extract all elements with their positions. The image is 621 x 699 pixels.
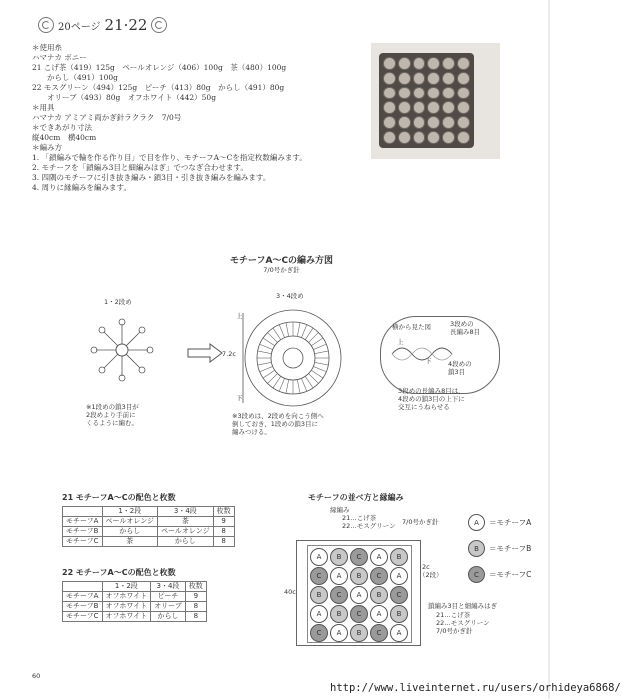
yarn-heading: ＊使用糸 bbox=[32, 43, 62, 52]
table-header: 3・4段 bbox=[151, 582, 186, 592]
page-label: 20ページ bbox=[58, 21, 101, 33]
stitch-mark bbox=[301, 378, 306, 391]
photo-motif bbox=[457, 72, 470, 85]
table-cell: 9 bbox=[213, 517, 234, 527]
photo-motif bbox=[427, 57, 440, 70]
method-step: 2. モチーフを「鎖編み3目と細編みはぎ」でつなぎ合わせます。 bbox=[32, 163, 248, 172]
legend-label: ＝モチーフA bbox=[489, 518, 532, 527]
photo-motif bbox=[442, 87, 455, 100]
table-cell: 8 bbox=[185, 612, 206, 622]
photo-motif bbox=[413, 87, 426, 100]
photo-motif bbox=[383, 57, 396, 70]
legend-label: ＝モチーフC bbox=[489, 570, 532, 579]
color-table-21 bbox=[62, 506, 235, 547]
stitch-mark bbox=[297, 323, 300, 337]
motif-cell: C bbox=[350, 548, 368, 566]
motif-size: 7.2c bbox=[222, 350, 236, 358]
motif-b-swatch: B bbox=[468, 540, 485, 557]
note-line: 2段めより手前に bbox=[86, 411, 136, 419]
motif-c-swatch: C bbox=[468, 566, 485, 583]
stitch-mark bbox=[286, 323, 289, 337]
motif-layout-grid bbox=[296, 540, 421, 646]
table-cell: モチーフC bbox=[63, 612, 103, 622]
size-heading: ＊できあがり寸法 bbox=[32, 123, 92, 132]
total-size: 40c bbox=[284, 588, 296, 596]
yarn-21-line-1: 21 こげ茶（419）125g ペールオレンジ（406）100g 茶（480）100g bbox=[32, 63, 287, 72]
table-cell: オフホワイト bbox=[102, 592, 151, 602]
source-url: http://www.liveinternet.ru/users/orhideya6868/ bbox=[330, 682, 621, 694]
stitch-mark bbox=[260, 366, 273, 371]
table-cell: 9 bbox=[185, 592, 206, 602]
tools-text: ハマナカ アミアミ両かぎ針ラクラク 7/0号 bbox=[32, 113, 182, 122]
table-cell: オフホワイト bbox=[102, 602, 151, 612]
method-step: 4. 周りに縁編みを編みます。 bbox=[32, 183, 131, 192]
legend-item-a bbox=[468, 514, 531, 531]
materials-block bbox=[32, 43, 307, 193]
stitch-mark bbox=[309, 333, 319, 343]
edging-21: 21…こげ茶 bbox=[342, 514, 377, 522]
stitch-mark bbox=[301, 325, 306, 338]
table-row bbox=[63, 602, 207, 612]
table-cell: ピーチ bbox=[151, 592, 186, 602]
photo-motif bbox=[427, 116, 440, 129]
table-cell: モチーフA bbox=[63, 592, 103, 602]
motif-cell: A bbox=[370, 548, 388, 566]
photo-motif bbox=[457, 116, 470, 129]
table-header bbox=[63, 582, 103, 592]
photo-motif bbox=[457, 87, 470, 100]
bubble-top-mark: 上 bbox=[397, 338, 404, 346]
photo-motif bbox=[442, 57, 455, 70]
bubble-bottom-mark: 下 bbox=[425, 357, 432, 365]
stitch-mark bbox=[311, 370, 323, 378]
bubble-line: 3段めの bbox=[450, 320, 474, 328]
photo-motif bbox=[442, 116, 455, 129]
motif-cell: C bbox=[310, 567, 328, 585]
motif-legend bbox=[468, 514, 531, 583]
photo-motif bbox=[442, 131, 455, 144]
motif-cell: A bbox=[370, 605, 388, 623]
photo-motif bbox=[398, 116, 411, 129]
border-width: 2c bbox=[422, 563, 430, 571]
pattern-numbers: 21·22 bbox=[104, 16, 148, 34]
photo-motif bbox=[427, 87, 440, 100]
motif-cell: B bbox=[390, 605, 408, 623]
bubble-line: 4段めの bbox=[448, 360, 472, 368]
table-cell: オフホワイト bbox=[102, 612, 151, 622]
photo-motif bbox=[457, 57, 470, 70]
table-cell: 8 bbox=[185, 602, 206, 612]
photo-motif bbox=[413, 101, 426, 114]
table-header: 枚数 bbox=[185, 582, 206, 592]
note-row-4 bbox=[398, 387, 465, 411]
swirl-ornament-icon bbox=[151, 17, 167, 33]
table-cell: からし bbox=[158, 537, 214, 547]
join-22: 22…モスグリーン bbox=[436, 619, 490, 627]
table-row bbox=[63, 527, 235, 537]
stitch-mark bbox=[263, 370, 275, 378]
photo-motif bbox=[398, 87, 411, 100]
table-cell: ペールオレンジ bbox=[158, 527, 214, 537]
join-hook: 7/0号かぎ針 bbox=[436, 627, 473, 635]
diagram-title: モチーフA〜Cの編み方図 bbox=[229, 256, 334, 266]
top-mark: 上 bbox=[236, 312, 243, 320]
edging-label: 縁編み bbox=[330, 506, 350, 514]
table-cell: オリーブ bbox=[151, 602, 186, 612]
diagram-hook-size: 7/0号かぎ針 bbox=[263, 266, 300, 274]
photo-motif bbox=[383, 72, 396, 85]
motif-cell: B bbox=[350, 624, 368, 642]
stitch-mark bbox=[305, 376, 313, 388]
yarn-21-line-2: からし（491）100g bbox=[32, 73, 118, 82]
stitch-mark bbox=[268, 374, 278, 384]
photo-motif bbox=[413, 57, 426, 70]
table-cell: モチーフB bbox=[63, 527, 103, 537]
table-header: 1・2段 bbox=[102, 507, 158, 517]
photo-motif bbox=[383, 131, 396, 144]
bubble-line: 鎖3目 bbox=[448, 368, 466, 376]
photo-motif bbox=[457, 101, 470, 114]
motif-rows-1-2-diagram bbox=[82, 310, 162, 390]
table-cell: ペールオレンジ bbox=[102, 517, 158, 527]
photo-motif bbox=[383, 101, 396, 114]
yarn-22-line-2: オリーブ（493）80g オフホワイト（442）50g bbox=[32, 93, 216, 102]
bottom-mark: 下 bbox=[236, 394, 243, 402]
tools-heading: ＊用具 bbox=[32, 103, 55, 112]
photo-motif bbox=[398, 101, 411, 114]
motif-rows-3-4-diagram bbox=[238, 303, 348, 413]
photo-motif bbox=[413, 116, 426, 129]
table-row bbox=[63, 592, 207, 602]
stitch-mark bbox=[297, 380, 300, 394]
table-cell: モチーフC bbox=[63, 537, 103, 547]
table-21-title: 21 モチーフA〜Cの配色と枚数 bbox=[62, 493, 176, 502]
stitch-mark bbox=[286, 380, 289, 394]
stitch-mark bbox=[313, 366, 326, 371]
motif-cell: B bbox=[390, 548, 408, 566]
edging-hook: 7/0号かぎ針 bbox=[402, 518, 439, 526]
table-row bbox=[63, 537, 235, 547]
motif-cell: A bbox=[390, 624, 408, 642]
method-heading: ＊編み方 bbox=[32, 143, 62, 152]
join-21: 21…こげ茶 bbox=[436, 611, 471, 619]
page-header bbox=[38, 16, 167, 34]
note-line: 倒しておき、1段めの鎖3目に bbox=[232, 420, 319, 428]
stitch-mark bbox=[279, 378, 284, 391]
motif-cell: B bbox=[350, 567, 368, 585]
motif-cell: C bbox=[350, 605, 368, 623]
motif-cell: B bbox=[330, 605, 348, 623]
table-cell: からし bbox=[151, 612, 186, 622]
stitch-mark bbox=[315, 362, 329, 365]
swirl-ornament-icon bbox=[38, 17, 54, 33]
stitch-mark bbox=[258, 362, 272, 365]
blanket-image bbox=[379, 53, 474, 148]
motif-cell: C bbox=[310, 624, 328, 642]
table-header: 3・4段 bbox=[158, 507, 214, 517]
page-number: 60 bbox=[32, 672, 41, 680]
motif-cell: C bbox=[370, 567, 388, 585]
yarn-22-line-1: 22 モスグリーン（494）125g ピーチ（413）80g からし（491）80g bbox=[32, 83, 285, 92]
method-step: 1. 「鎖編みで輪を作る作り目」で目を作り、モチーフA〜Cを指定枚数編みます。 bbox=[32, 153, 307, 162]
note-row-3 bbox=[232, 412, 324, 436]
motif-cell: A bbox=[350, 586, 368, 604]
side-view-label: 横から見た図 bbox=[392, 323, 431, 331]
photo-motif bbox=[457, 131, 470, 144]
note-line: 編みつける。 bbox=[232, 428, 271, 436]
note-line: 4段めの鎖3目の上下に bbox=[398, 395, 465, 403]
motif-cell: B bbox=[370, 586, 388, 604]
stitch-mark bbox=[273, 376, 281, 388]
stitch-mark bbox=[311, 338, 323, 346]
photo-motif bbox=[398, 131, 411, 144]
page-edge bbox=[548, 0, 550, 699]
photo-motif bbox=[442, 72, 455, 85]
stitch-mark bbox=[279, 325, 284, 338]
stitch-mark bbox=[273, 328, 281, 340]
motif-cell: C bbox=[330, 586, 348, 604]
photo-motif bbox=[383, 87, 396, 100]
bubble-line: 長編み8目 bbox=[450, 328, 481, 336]
legend-item-b bbox=[468, 540, 531, 557]
motif-cell: A bbox=[390, 567, 408, 585]
photo-motif bbox=[383, 116, 396, 129]
stitch-mark bbox=[315, 351, 329, 354]
table-cell: モチーフB bbox=[63, 602, 103, 612]
table-row bbox=[63, 612, 207, 622]
table-row bbox=[63, 517, 235, 527]
stitch-mark bbox=[268, 333, 278, 343]
photo-motif bbox=[398, 57, 411, 70]
size-text: 縦40cm 横40cm bbox=[32, 133, 97, 142]
motif-cell: A bbox=[310, 605, 328, 623]
photo-motif bbox=[398, 72, 411, 85]
note-line: 交互にうねらせる bbox=[398, 403, 450, 411]
note-line: くるように編む。 bbox=[86, 419, 138, 427]
photo-motif bbox=[442, 101, 455, 114]
stitch-mark bbox=[263, 338, 275, 346]
border-rows: （2段） bbox=[419, 571, 443, 579]
motif-cell: B bbox=[330, 548, 348, 566]
note-line: ※1段めの鎖3目が bbox=[86, 403, 139, 411]
rows-1-2-label: 1・2段め bbox=[104, 298, 132, 306]
arrow-right-icon bbox=[188, 344, 222, 362]
motif-cell: A bbox=[330, 567, 348, 585]
legend-label: ＝モチーフB bbox=[489, 544, 532, 553]
motif-a-swatch: A bbox=[468, 514, 485, 531]
blanket-photo bbox=[371, 43, 500, 159]
yarn-brand: ハマナカ ボニー bbox=[32, 53, 87, 62]
table-header: 枚数 bbox=[213, 507, 234, 517]
side-view-wave-diagram bbox=[388, 336, 458, 370]
stitch-mark bbox=[309, 374, 319, 384]
note-line: ※3段めは、2段めを向こう側へ bbox=[232, 412, 324, 420]
edging-22: 22…モスグリーン bbox=[342, 522, 396, 530]
motif-cell: A bbox=[330, 624, 348, 642]
table-cell: 8 bbox=[213, 527, 234, 537]
table-cell: 8 bbox=[213, 537, 234, 547]
motif-cell: A bbox=[310, 548, 328, 566]
note-row-1 bbox=[86, 403, 139, 427]
photo-motif bbox=[427, 131, 440, 144]
join-label: 鎖編み3目と細編みはぎ bbox=[428, 602, 498, 610]
table-cell: 茶 bbox=[102, 537, 158, 547]
rows-3-4-label: 3・4段め bbox=[276, 292, 304, 300]
photo-motif bbox=[427, 72, 440, 85]
stitch-mark bbox=[258, 351, 272, 354]
motif-cell: B bbox=[310, 586, 328, 604]
row3-label bbox=[450, 320, 480, 336]
stitch-mark bbox=[260, 344, 273, 349]
table-header bbox=[63, 507, 103, 517]
note-line: 3段めの長編み8目は、 bbox=[398, 387, 465, 395]
table-cell: 茶 bbox=[158, 517, 214, 527]
table-cell: からし bbox=[102, 527, 158, 537]
photo-motif bbox=[413, 131, 426, 144]
photo-motif bbox=[413, 72, 426, 85]
table-header: 1・2段 bbox=[102, 582, 151, 592]
color-table-22 bbox=[62, 581, 207, 622]
motif-cell: C bbox=[370, 624, 388, 642]
legend-item-c bbox=[468, 566, 531, 583]
photo-motif bbox=[427, 101, 440, 114]
stitch-mark bbox=[313, 344, 326, 349]
motif-cell: C bbox=[390, 586, 408, 604]
table-cell: モチーフA bbox=[63, 517, 103, 527]
layout-title: モチーフの並べ方と縁編み bbox=[308, 493, 404, 502]
stitch-mark bbox=[305, 328, 313, 340]
method-step: 3. 四隅のモチーフに引き抜き編み・鎖3目・引き抜き編みを編みます。 bbox=[32, 173, 271, 182]
table-22-title: 22 モチーフA〜Cの配色と枚数 bbox=[62, 568, 176, 577]
